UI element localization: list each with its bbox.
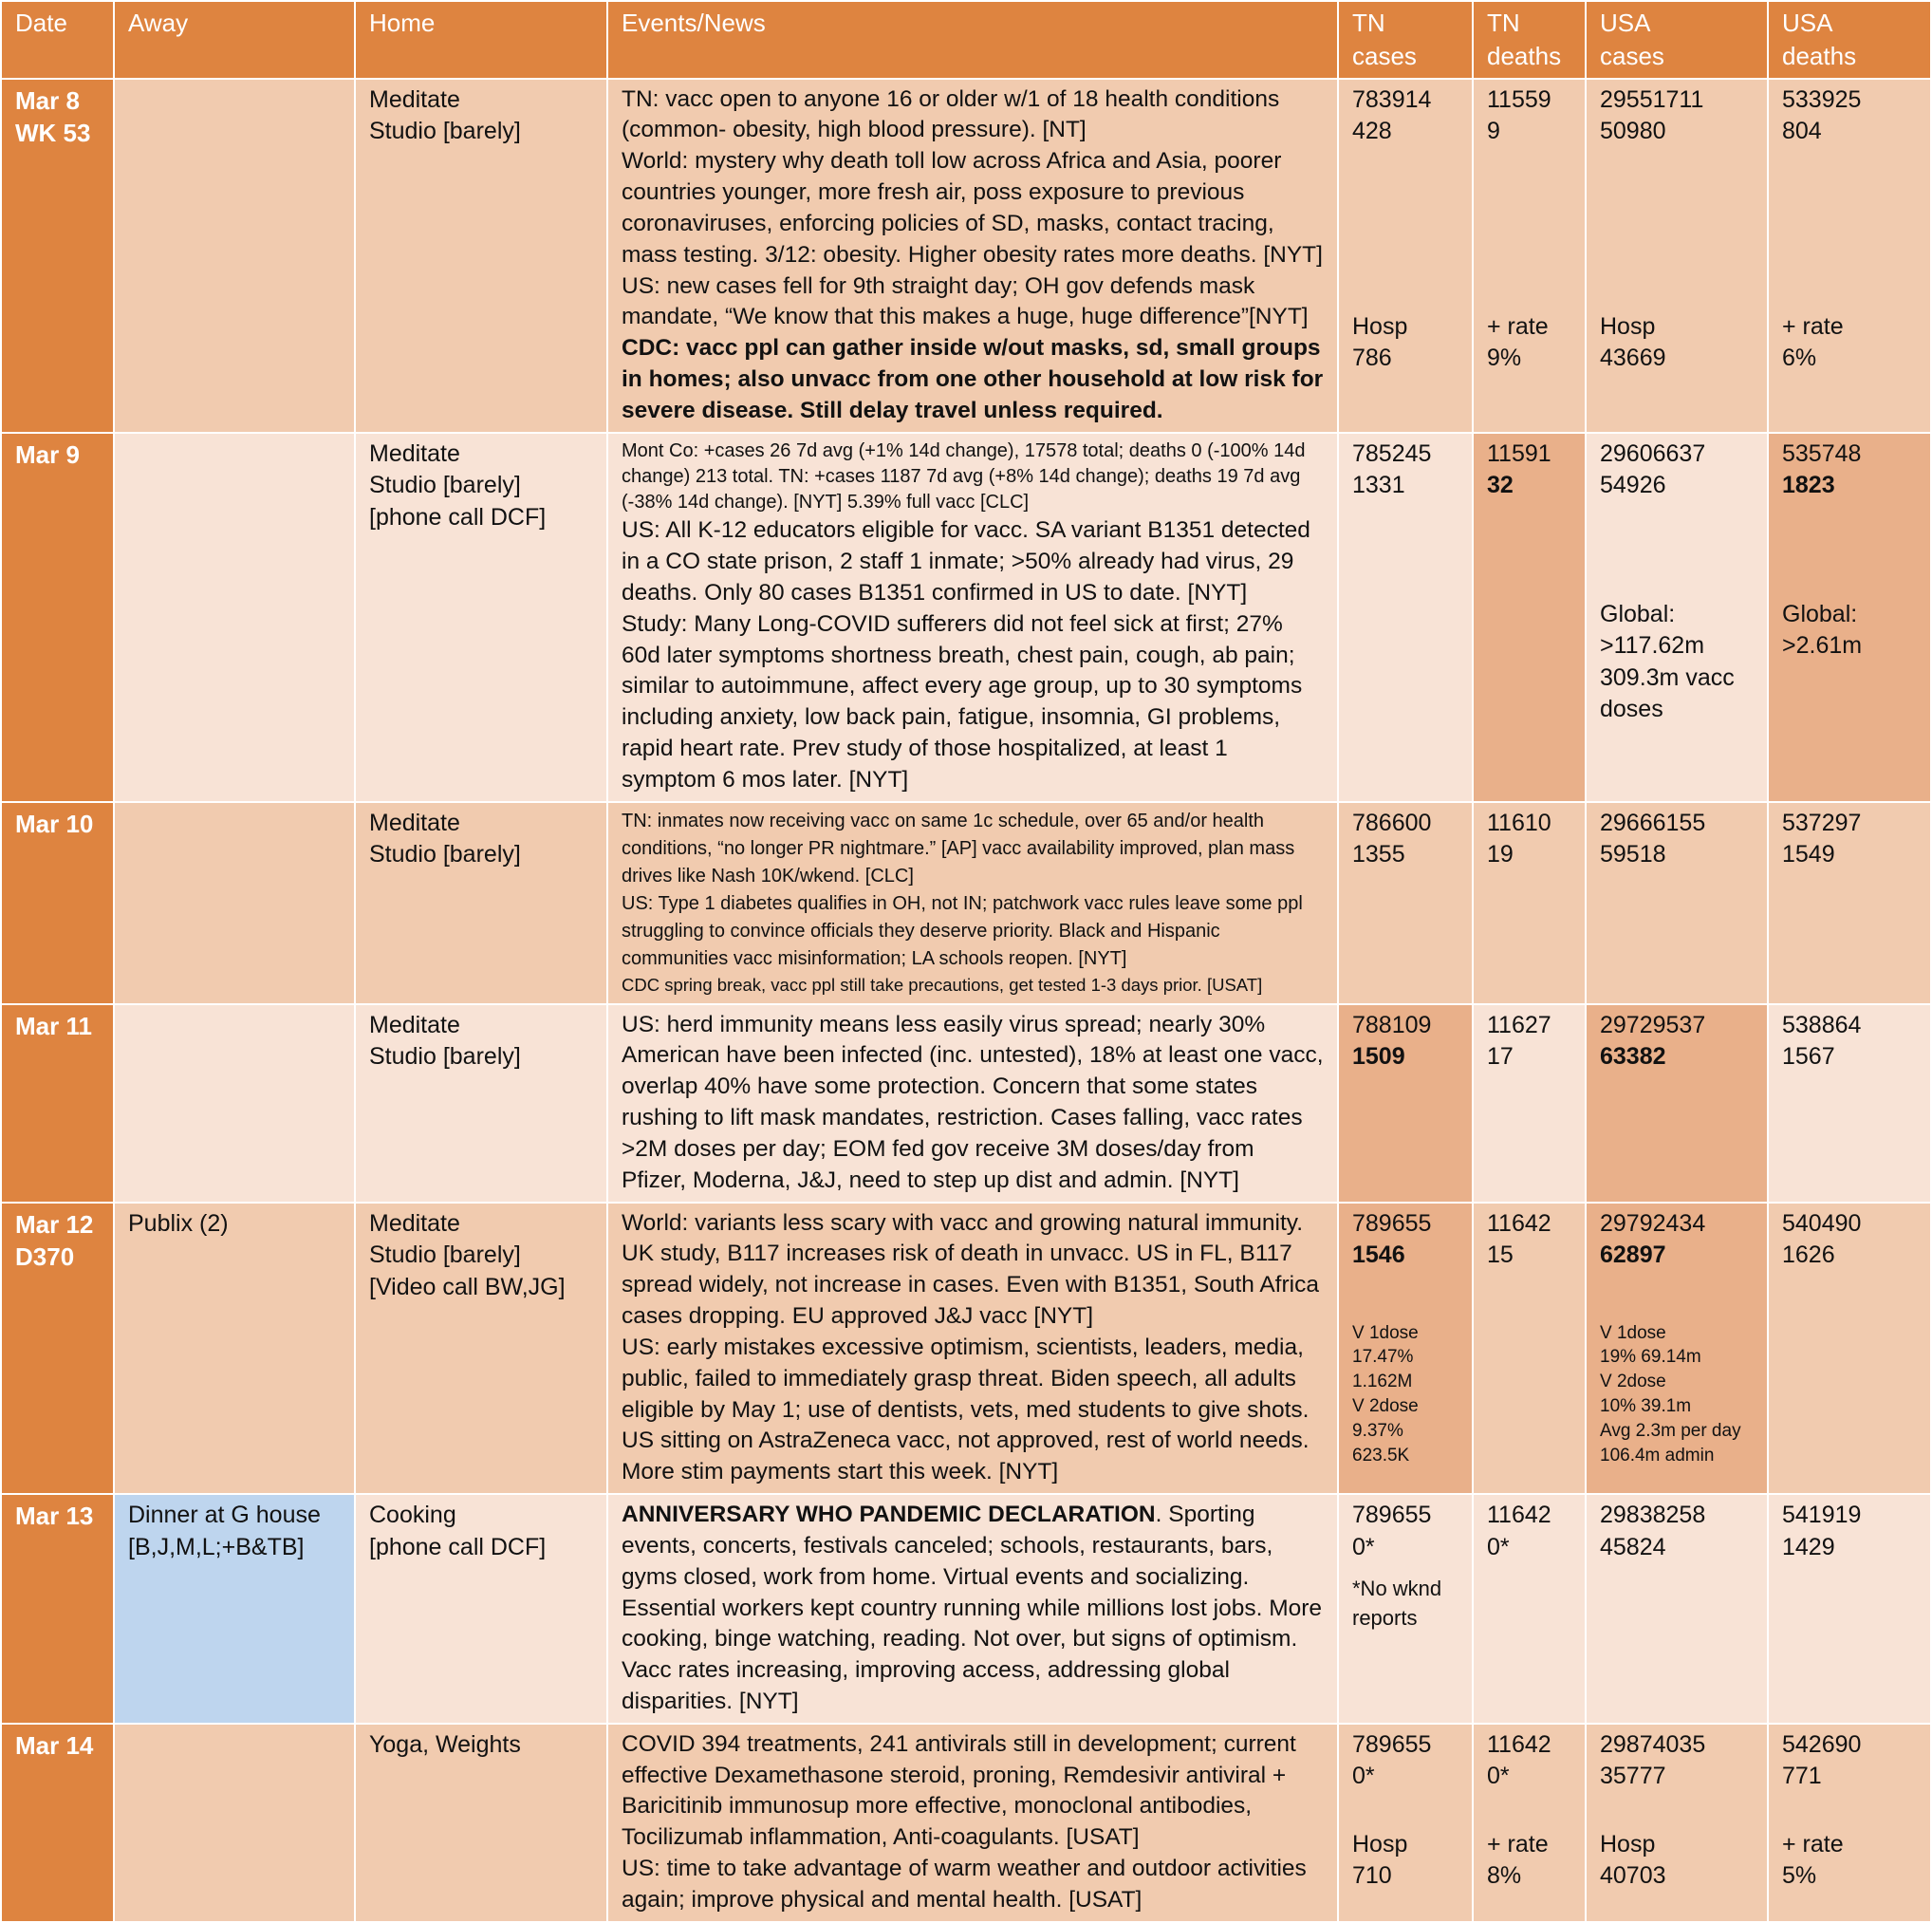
tn-new-cases: 0*: [1352, 1533, 1375, 1560]
usa-cases-cell: [1587, 1204, 1767, 1493]
note-text: *No wknd: [1352, 1577, 1442, 1601]
date-label: Mar 14: [15, 1730, 94, 1760]
away-activity: [B,J,M,L;+B&TB]: [128, 1533, 305, 1560]
tn-new-deaths: 19: [1487, 841, 1514, 868]
events-cell: [608, 1725, 1337, 1921]
home-activity: Studio [barely]: [369, 841, 521, 868]
usa-new-deaths: 1429: [1782, 1533, 1835, 1560]
tn-cases-cell: [1339, 1725, 1472, 1921]
usa-total-deaths: 541919: [1782, 1502, 1862, 1529]
tn-deaths-cell: [1474, 1725, 1585, 1921]
usa-new-deaths: 771: [1782, 1763, 1822, 1790]
events-cell: [608, 1495, 1337, 1723]
event-text: . Sporting events, concerts, festivals canceled; schools, restaurants, bars, gyms closed, work from home. Virtual events and socializing. Essential workers kept country running while millions lost jobs. More cooking, binge watching, reading. Not over, but signs of optimism. Vacc rates increasing, improving access, addressing global disparities. [NYT]: [622, 1502, 1323, 1714]
usa-deaths-cell: [1769, 434, 1930, 801]
usa-deaths-cell: [1769, 1725, 1930, 1921]
header-tn-cases: TN cases: [1339, 2, 1472, 78]
usa-cases-cell: [1587, 1725, 1767, 1921]
home-activity: [phone call DCF]: [369, 1533, 547, 1560]
usa-new-cases: 63382: [1600, 1043, 1666, 1071]
tn-cases-cell: [1339, 1204, 1472, 1493]
home-activity: Studio [barely]: [369, 118, 521, 145]
event-text: US: All K-12 educators eligible for vacc. SA variant B1351 detected in a CO state prison, 2 staff 1 inmate; >50% already had virus, 29 deaths. Only 80 cases B1351 confirmed in US to date. [NYT]: [622, 517, 1310, 606]
note-text: reports: [1352, 1605, 1418, 1630]
tn-deaths-cell: [1474, 1495, 1585, 1723]
usa-cases-cell: [1587, 434, 1767, 801]
hosp-value: 40703: [1600, 1862, 1666, 1890]
usa-cases-cell: [1587, 803, 1767, 1003]
rate-label: + rate: [1782, 312, 1844, 340]
away-cell: [115, 434, 354, 801]
usa-total-cases: 29606637: [1600, 439, 1706, 467]
date-cell: [2, 1005, 113, 1202]
events-cell: [608, 80, 1337, 432]
hosp-label: Hosp: [1352, 312, 1408, 340]
usa-deaths-cell: [1769, 1005, 1930, 1202]
header-events: Events/News: [608, 2, 1337, 78]
header-date: Date: [2, 2, 113, 78]
vacc-value: 623.5K: [1352, 1445, 1410, 1466]
vacc-admin: 106.4m admin: [1600, 1445, 1715, 1466]
date-label: Mar 9: [15, 439, 80, 469]
table-row: [2, 1204, 1930, 1493]
usa-new-deaths: 1549: [1782, 841, 1835, 868]
event-text: TN: vacc open to anyone 16 or older w/1 of 18 health conditions (common- obesity, high blood pressure). [NT]: [622, 85, 1280, 143]
vacc-label: V 1dose: [1600, 1322, 1666, 1343]
usa-new-cases: 35777: [1600, 1763, 1666, 1790]
away-cell: [115, 1005, 354, 1202]
vacc-value: 1.162M: [1352, 1372, 1413, 1392]
usa-vacc-block: [1600, 1321, 1754, 1468]
home-activity: Studio [barely]: [369, 1242, 521, 1269]
usa-total-cases: 29729537: [1600, 1011, 1706, 1038]
date-cell: [2, 434, 113, 801]
away-activity: Publix (2): [128, 1209, 229, 1237]
header-away: Away: [115, 2, 354, 78]
events-cell: [608, 803, 1337, 1003]
event-text-small: CDC spring break, vacc ppl still take precautions, get tested 1-3 days prior. [USAT]: [622, 974, 1263, 995]
tn-new-deaths: 32: [1487, 472, 1514, 499]
date-cell: [2, 80, 113, 432]
event-text-small: US: Type 1 diabetes qualifies in OH, not IN; patchwork vacc rules leave some ppl struggling to convince officials they deserve priority. Black and Hispanic communities vacc misinformation; LA schools reopen. [NYT]: [622, 892, 1303, 969]
away-cell: [115, 1495, 354, 1723]
week-label: WK 53: [15, 119, 91, 148]
usa-total-cases: 29874035: [1600, 1730, 1706, 1758]
event-text-bold: CDC: vacc ppl can gather inside w/out masks, sd, small groups in homes; also unvacc from one other household at low risk for severe disease. Still delay travel unless required.: [622, 335, 1324, 423]
event-text: US: time to take advantage of warm weather and outdoor activities again; improve physical and mental health. [USAT]: [622, 1856, 1307, 1913]
usa-total-cases: 29666155: [1600, 809, 1706, 836]
home-cell: [356, 1495, 606, 1723]
tn-total-deaths: 11591: [1487, 439, 1551, 467]
vacc-value: 10% 39.1m: [1600, 1396, 1692, 1417]
home-cell: [356, 803, 606, 1003]
usa-total-deaths: 540490: [1782, 1209, 1862, 1237]
date-label: Mar 11: [15, 1011, 92, 1040]
event-text: US: early mistakes excessive optimism, scientists, leaders, media, public, failed to immediately grasp threat. Biden speech, all adults eligible by May 1; use of dentists, vets, med students to give shots. US sitting on AstraZeneca vacc, not approved, rest of world needs. More stim payments start this week. [NYT]: [622, 1334, 1310, 1485]
away-cell: [115, 803, 354, 1003]
events-cell: [608, 1005, 1337, 1202]
home-activity: [Video call BW,JG]: [369, 1273, 566, 1300]
global-vacc: 309.3m vacc: [1600, 663, 1735, 691]
usa-total-cases: 29551711: [1600, 85, 1704, 113]
header-row: [2, 2, 1930, 78]
away-cell: [115, 1204, 354, 1493]
date-label: Mar 13: [15, 1502, 94, 1531]
usa-deaths-cell: [1769, 803, 1930, 1003]
home-activity: Yoga, Weights: [369, 1730, 521, 1758]
away-activity: Dinner at G house: [128, 1502, 321, 1529]
usa-new-deaths: 1823: [1782, 472, 1835, 499]
hosp-label: Hosp: [1352, 1830, 1408, 1858]
usa-cases-cell: [1587, 80, 1767, 432]
tn-new-cases: 1331: [1352, 472, 1405, 499]
tn-cases-cell: [1339, 1005, 1472, 1202]
date-label: Mar 10: [15, 809, 94, 838]
usa-total-deaths: 537297: [1782, 809, 1862, 836]
global-label: Global:: [1782, 600, 1858, 627]
home-cell: [356, 434, 606, 801]
home-cell: [356, 1204, 606, 1493]
usa-total-deaths: 535748: [1782, 439, 1862, 467]
vacc-label: V 1dose: [1352, 1322, 1419, 1343]
tn-new-deaths: 17: [1487, 1043, 1514, 1071]
tn-new-cases: 0*: [1352, 1763, 1375, 1790]
date-cell: [2, 1725, 113, 1921]
tn-total-deaths: 11642: [1487, 1730, 1551, 1758]
tn-new-cases: 1355: [1352, 841, 1405, 868]
tn-total-cases: 789655: [1352, 1730, 1432, 1758]
home-activity: Studio [barely]: [369, 1043, 521, 1071]
rate-value: 8%: [1487, 1862, 1522, 1890]
events-cell: [608, 434, 1337, 801]
event-text: US: new cases fell for 9th straight day; OH gov defends mask mandate, “We know that this makes a huge, huge difference”[NYT]: [622, 272, 1309, 330]
header-usa-deaths: USA deaths: [1769, 2, 1930, 78]
home-activity: Meditate: [369, 85, 460, 113]
rate-label: + rate: [1487, 1830, 1549, 1858]
event-text: World: mystery why death toll low across Africa and Asia, poorer countries younger, more fresh air, poss exposure to previous coronaviruses, enforcing policies of SD, masks, contact tracing, mass testing. 3/12: obesity. Higher obesity rates more deaths. [NYT]: [622, 148, 1323, 268]
date-cell: [2, 803, 113, 1003]
home-activity: Studio [barely]: [369, 472, 521, 499]
global-deaths: >2.61m: [1782, 632, 1863, 660]
date-label: Mar 8: [15, 85, 80, 115]
tn-total-cases: 785245: [1352, 439, 1432, 467]
usa-deaths-cell: [1769, 80, 1930, 432]
home-activity: Meditate: [369, 809, 460, 836]
tn-cases-cell: [1339, 1495, 1472, 1723]
usa-total-cases: 29838258: [1600, 1502, 1706, 1529]
header-home: Home: [356, 2, 606, 78]
tn-total-cases: 786600: [1352, 809, 1432, 836]
tn-cases-cell: [1339, 803, 1472, 1003]
global-label: Global:: [1600, 600, 1676, 627]
tn-total-deaths: 11642: [1487, 1209, 1551, 1237]
global-vacc-unit: doses: [1600, 696, 1663, 723]
table-row: [2, 434, 1930, 801]
table-row: [2, 1005, 1930, 1202]
tn-total-deaths: 11627: [1487, 1011, 1551, 1038]
tn-new-cases: 1546: [1352, 1242, 1405, 1269]
vacc-label: V 2dose: [1352, 1396, 1419, 1417]
usa-new-cases: 45824: [1600, 1533, 1666, 1560]
tn-deaths-cell: [1474, 1204, 1585, 1493]
date-cell: [2, 1495, 113, 1723]
tn-deaths-cell: [1474, 80, 1585, 432]
usa-new-deaths: 1567: [1782, 1043, 1835, 1071]
usa-deaths-cell: [1769, 1495, 1930, 1723]
away-cell: [115, 80, 354, 432]
usa-total-deaths: 538864: [1782, 1011, 1862, 1038]
hosp-value: 43669: [1600, 345, 1666, 372]
rate-value: 9%: [1487, 345, 1522, 372]
event-headline: ANNIVERSARY WHO PANDEMIC DECLARATION: [622, 1502, 1156, 1528]
rate-label: + rate: [1782, 1830, 1844, 1858]
table-row: [2, 80, 1930, 432]
rate-label: + rate: [1487, 312, 1549, 340]
usa-new-cases: 62897: [1600, 1242, 1666, 1269]
rate-value: 6%: [1782, 345, 1817, 372]
event-text-small: Mont Co: +cases 26 7d avg (+1% 14d change), 17578 total; deaths 0 (-100% 14d change) 213 total. TN: +cases 1187 7d avg (+8% 14d change); deaths 19 7d avg (-38% 14d change). [NYT] 5.39% full vacc [CLC]: [622, 439, 1306, 513]
usa-cases-cell: [1587, 1495, 1767, 1723]
tn-new-cases: 428: [1352, 118, 1392, 145]
home-activity: Meditate: [369, 439, 460, 467]
tn-total-cases: 788109: [1352, 1011, 1432, 1038]
tn-new-cases: 1509: [1352, 1043, 1405, 1071]
tn-deaths-cell: [1474, 803, 1585, 1003]
home-cell: [356, 1005, 606, 1202]
home-activity: Cooking: [369, 1502, 456, 1529]
usa-new-cases: 54926: [1600, 472, 1666, 499]
table-row: [2, 1725, 1930, 1921]
tn-total-deaths: 11559: [1487, 85, 1551, 113]
hosp-label: Hosp: [1600, 1830, 1656, 1858]
vacc-value: 9.37%: [1352, 1420, 1403, 1441]
home-cell: [356, 1725, 606, 1921]
date-label: Mar 12: [15, 1209, 94, 1239]
hosp-label: Hosp: [1600, 312, 1656, 340]
tn-vacc-block: [1352, 1321, 1458, 1468]
away-cell: [115, 1725, 354, 1921]
event-text: World: variants less scary with vacc and growing natural immunity. UK study, B117 increases risk of death in unvacc. US in FL, B117 spread widely, not increase in cases. Even with B1351, South Africa cases dropping. EU approved J&J vacc [NYT]: [622, 1209, 1319, 1330]
event-text: US: herd immunity means less easily virus spread; nearly 30% American have been infected (inc. untested), 18% at least one vacc, overlap 40% have some protection. Concern that some states rushing to lift mask mandates, restriction. Cases falling, vacc rates >2M doses per day; EOM fed gov receive 3M doses/day from Pfizer, Moderna, J&J, need to step up dist and admin. [NYT]: [622, 1011, 1324, 1193]
tn-new-deaths: 0*: [1487, 1533, 1510, 1560]
tn-total-cases: 789655: [1352, 1209, 1432, 1237]
vacc-value: 17.47%: [1352, 1347, 1414, 1368]
table-row: [2, 803, 1930, 1003]
tn-cases-cell: [1339, 80, 1472, 432]
event-text: COVID 394 treatments, 241 antivirals still in development; current effective Dexamethasone steroid, proning, Remdesivir antiviral + Baricitinib immunosup more effective, monoclonal antibodies, Tocilizumab inflammation, Anti-coagulants. [USAT]: [622, 1730, 1296, 1851]
tn-new-deaths: 15: [1487, 1242, 1514, 1269]
home-activity: Meditate: [369, 1209, 460, 1237]
tn-total-deaths: 11610: [1487, 809, 1551, 836]
home-activity: [phone call DCF]: [369, 503, 547, 531]
usa-total-deaths: 533925: [1782, 85, 1862, 113]
usa-new-cases: 50980: [1600, 118, 1666, 145]
usa-total-deaths: 542690: [1782, 1730, 1862, 1758]
day-label: D370: [15, 1242, 75, 1272]
rate-value: 5%: [1782, 1862, 1817, 1890]
usa-new-deaths: 804: [1782, 118, 1822, 145]
event-text: Study: Many Long-COVID sufferers did not feel sick at first; 27% 60d later symptoms shortness breath, chest pain, cough, ab pain; similar to autoimmune, affect every age group, up to 30 symptoms including anxiety, low back pain, fatigue, insomnia, GI problems, rapid heart rate. Prev study of those hospitalized, at least 1 symptom 6 mos later. [NYT]: [622, 610, 1303, 793]
tn-new-deaths: 0*: [1487, 1763, 1510, 1790]
usa-total-cases: 29792434: [1600, 1209, 1706, 1237]
no-weekend-note: [1352, 1575, 1458, 1634]
tn-deaths-cell: [1474, 434, 1585, 801]
tn-new-deaths: 9: [1487, 118, 1500, 145]
events-cell: [608, 1204, 1337, 1493]
vacc-label: V 2dose: [1600, 1372, 1666, 1392]
home-cell: [356, 80, 606, 432]
usa-new-deaths: 1626: [1782, 1242, 1835, 1269]
table-row: [2, 1495, 1930, 1723]
date-cell: [2, 1204, 113, 1493]
vacc-rate: Avg 2.3m per day: [1600, 1420, 1741, 1441]
header-tn-deaths: TN deaths: [1474, 2, 1585, 78]
tn-total-cases: 789655: [1352, 1502, 1432, 1529]
usa-new-cases: 59518: [1600, 841, 1666, 868]
tn-total-cases: 783914: [1352, 85, 1432, 113]
home-activity: Meditate: [369, 1011, 460, 1038]
global-cases: >117.62m: [1600, 632, 1705, 660]
tn-cases-cell: [1339, 434, 1472, 801]
vacc-value: 19% 69.14m: [1600, 1347, 1701, 1368]
event-text-small: TN: inmates now receiving vacc on same 1c schedule, over 65 and/or health conditions, “no longer PR nightmare.” [AP] vacc availability improved, plan mass drives like Nash 10K/wkend. [CLC]: [622, 810, 1295, 887]
usa-deaths-cell: [1769, 1204, 1930, 1493]
tn-total-deaths: 11642: [1487, 1502, 1551, 1529]
hosp-value: 786: [1352, 345, 1392, 372]
tn-deaths-cell: [1474, 1005, 1585, 1202]
hosp-value: 710: [1352, 1862, 1392, 1890]
usa-cases-cell: [1587, 1005, 1767, 1202]
header-usa-cases: USA cases: [1587, 2, 1767, 78]
